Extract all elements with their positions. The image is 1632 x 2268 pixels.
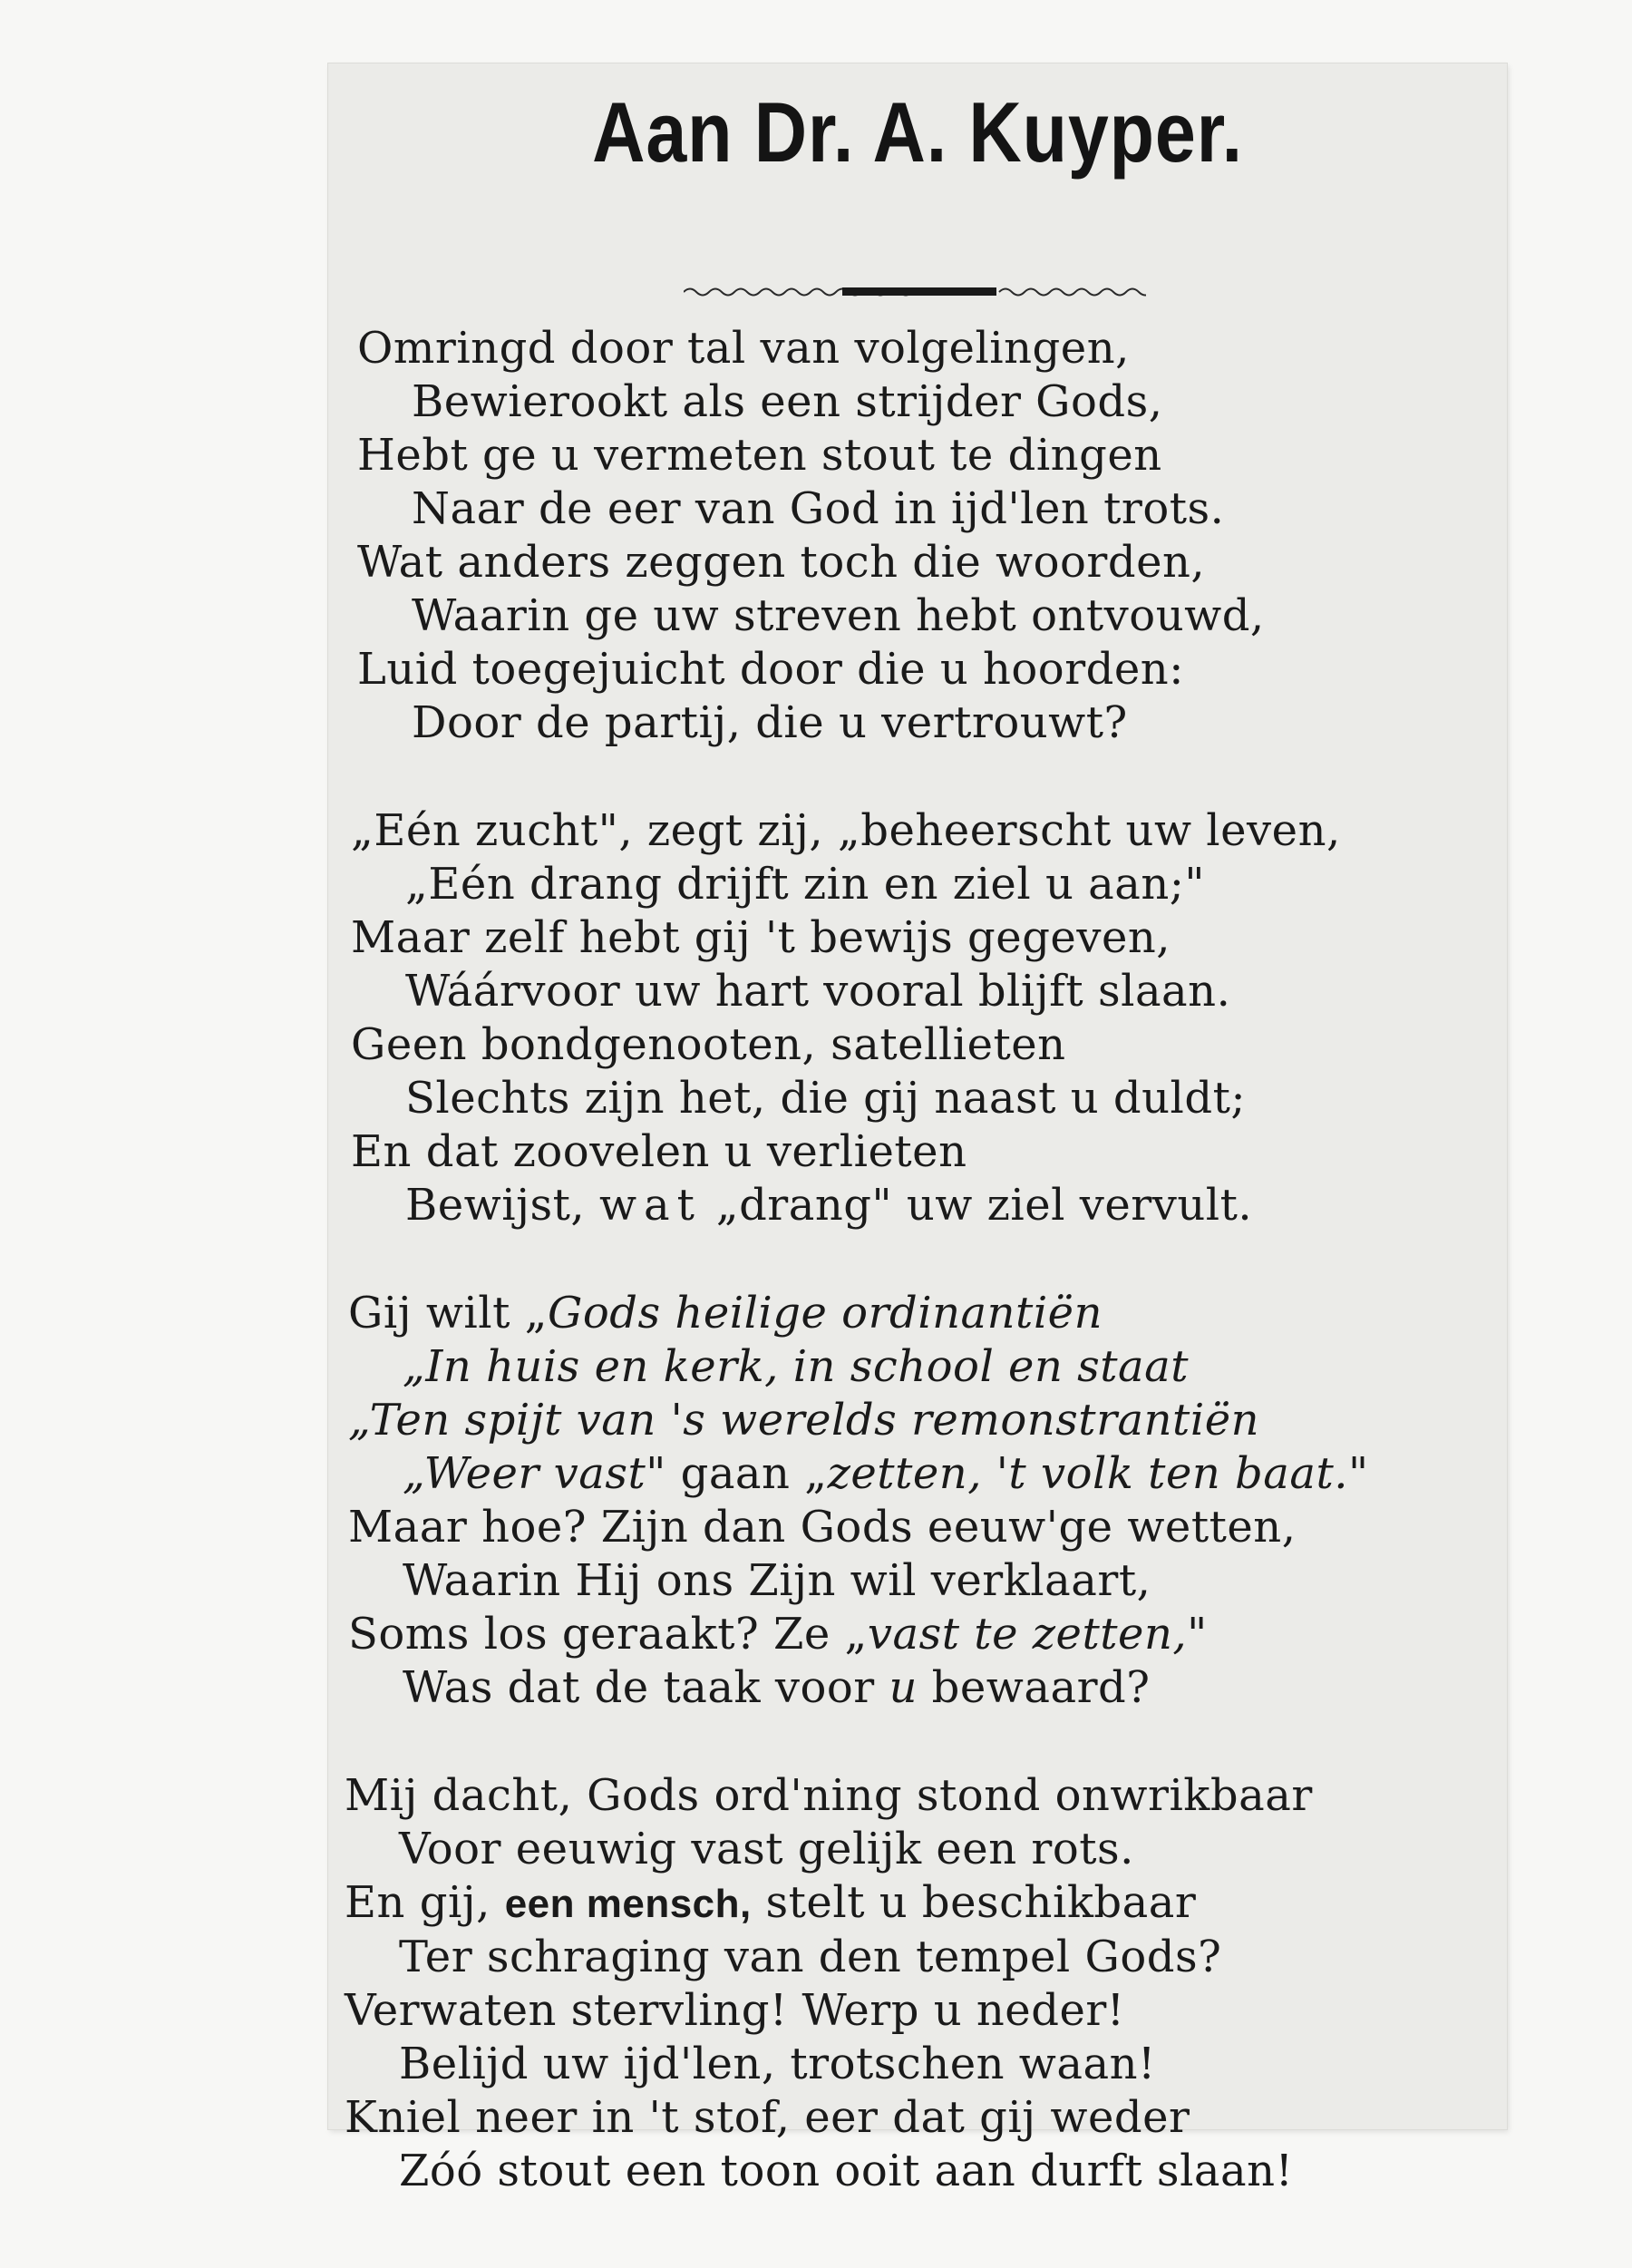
poem-line — [348, 1608, 1507, 1661]
poem-line: „Eén zucht", zegt zij, „beheerscht uw leven, — [351, 805, 1341, 856]
poem-line: Voor eeuwig vast gelijk een rots. — [399, 1824, 1134, 1874]
poem-line — [348, 1661, 1507, 1715]
poem-line: Waarin Hij ons Zijn wil verklaart, — [403, 1555, 1151, 1606]
poem-line — [348, 1447, 1507, 1501]
poem-line: Luid toegejuicht door die u hoorden: — [357, 644, 1184, 695]
newspaper-clipping — [328, 63, 1507, 2196]
poem-title: Aan Dr. A. Kuyper. — [592, 84, 1243, 180]
poem-line: Naar de eer van God in ijd'len trots. — [412, 483, 1225, 534]
poem-line: Wat anders zeggen toch die woorden, — [357, 537, 1206, 588]
poem-line: Maar hoe? Zijn dan Gods eeuw'ge wetten, — [348, 1502, 1297, 1553]
poem-line — [351, 1179, 1507, 1232]
poem-text: " — [1348, 1448, 1369, 1499]
poem-line — [348, 1287, 1507, 1340]
poem-line — [348, 1340, 1507, 1394]
poem-text: " gaan „ — [646, 1448, 828, 1499]
poem-line: Hebt ge u vermeten stout te dingen — [357, 430, 1162, 481]
title-divider — [684, 279, 1146, 303]
poem-line: Maar zelf hebt gij 't bewijs gegeven, — [351, 912, 1171, 963]
poem-line: Mij dacht, Gods ord'ning stond onwrikbaar — [345, 1770, 1313, 1821]
poem-text: bewaard? — [917, 1662, 1151, 1713]
poem-text: „drang" uw ziel vervult. — [701, 1180, 1253, 1231]
poem-line: Wáárvoor uw hart vooral blijft slaan. — [405, 966, 1231, 1017]
poem-line: Kniel neer in 't stof, eer dat gij weder — [345, 2092, 1190, 2143]
poem-text: stelt u beschikbaar — [751, 1877, 1197, 1928]
italic-word: u — [889, 1662, 918, 1713]
italic-quote: zetten, 't volk ten baat. — [827, 1448, 1349, 1499]
poem-line — [345, 1876, 1507, 1931]
italic-quote: Gods heilige ordinantiën — [548, 1288, 1103, 1338]
poem-line: Ter schraging van den tempel Gods? — [399, 1932, 1222, 1982]
poem-line: En dat zoovelen u verlieten — [351, 1126, 967, 1177]
poem-line: Verwaten stervling! Werp u neder! — [345, 1985, 1125, 2036]
poem-body — [328, 322, 1507, 2253]
stanza-1 — [357, 322, 1507, 750]
poem-text: Was dat de taak voor — [403, 1662, 889, 1713]
poem-line: „Eén drang drijft zin en ziel u aan;" — [405, 859, 1206, 910]
poem-line: Geen bondgenooten, satellieten — [351, 1019, 1066, 1070]
poem-line: Door de partij, die u vertrouwt? — [412, 697, 1128, 748]
poem-line: Belijd uw ijd'len, trotschen waan! — [399, 2039, 1156, 2089]
poem-line — [348, 1394, 1507, 1447]
poem-line: Omringd door tal van volgelingen, — [357, 323, 1130, 374]
italic-quote: „Ten spijt van 's werelds remonstrantiën — [348, 1395, 1260, 1445]
poem-text: " — [1187, 1609, 1208, 1660]
bold-phrase: een mensch, — [504, 1882, 752, 1926]
poem-line: Bewierookt als een strijder Gods, — [412, 376, 1163, 427]
stanza-2 — [351, 804, 1507, 1232]
poem-text: Bewijst, — [405, 1180, 599, 1231]
spaced-word: wat — [598, 1180, 702, 1231]
divider-right-flourish — [999, 289, 1146, 296]
poem-text: Gij wilt „ — [348, 1288, 549, 1338]
italic-quote: „In huis en kerk, in school en staat — [403, 1341, 1190, 1392]
poem-line: Zóó stout een toon ooit aan durft slaan! — [399, 2146, 1294, 2196]
poem-text: En gij, — [345, 1877, 505, 1928]
poem-line: Waarin ge uw streven hebt ontvouwd, — [412, 590, 1265, 641]
poem-text: Soms los geraakt? Ze „ — [348, 1609, 868, 1660]
italic-quote: vast te zetten, — [867, 1609, 1188, 1660]
italic-quote: „Weer vast — [403, 1448, 646, 1499]
stanza-4 — [345, 1769, 1507, 2198]
stanza-3 — [348, 1287, 1507, 1715]
poem-line: Slechts zijn het, die gij naast u duldt; — [405, 1073, 1247, 1124]
divider-center-bar — [842, 287, 996, 296]
